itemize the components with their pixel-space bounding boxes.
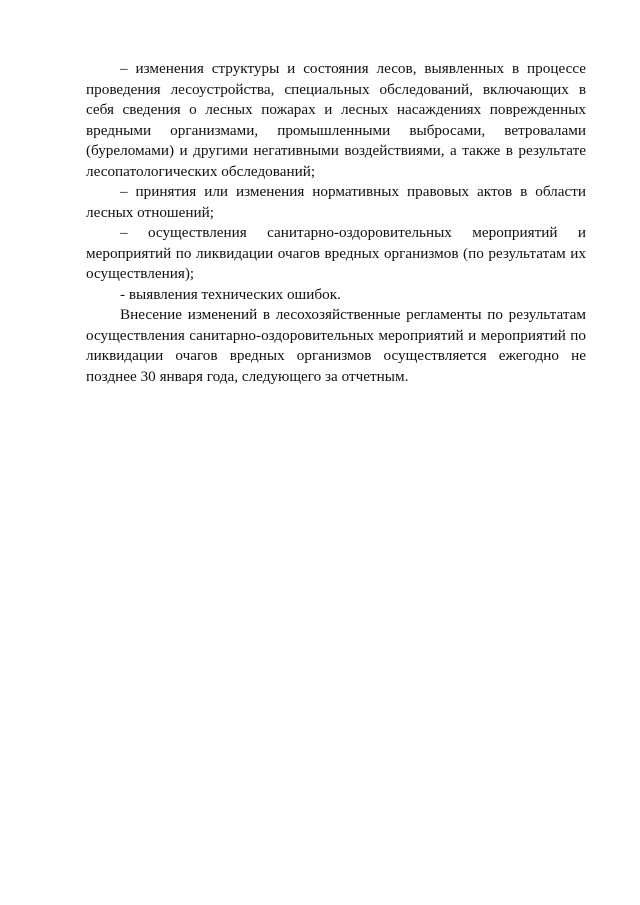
paragraph-technical-errors: - выявления технических ошибок. bbox=[120, 285, 341, 303]
document-body bbox=[86, 59, 586, 387]
paragraph-forest-structure-changes: – изменения структуры и состояния лесов, выявленных в процессе проведения лесоустройства, специальных обследований, включающих в себя сведения о лесных пожарах и лесных насаждениях поврежденных вредными организмами, промышленными выбросами, ветровалами (буреломами) и другими негативными воздействиями, а также в результате лесопатологических обследований; bbox=[86, 60, 586, 180]
paragraph-regulatory-acts: – принятия или изменения нормативных правовых актов в области лесных отношений; bbox=[86, 183, 586, 221]
paragraph-amendment-deadline: Внесение изменений в лесохозяйственные регламенты по результатам осуществления санитарно-оздоровительных мероприятий и мероприятий по ликвидации очагов вредных организмов осуществляется ежегодно не позднее 30 января года, следующего за отчетным. bbox=[86, 306, 586, 385]
paragraph-sanitary-measures: – осуществления санитарно-оздоровительных мероприятий и мероприятий по ликвидации очагов вредных организмов (по результатам их осуществления); bbox=[86, 224, 586, 282]
